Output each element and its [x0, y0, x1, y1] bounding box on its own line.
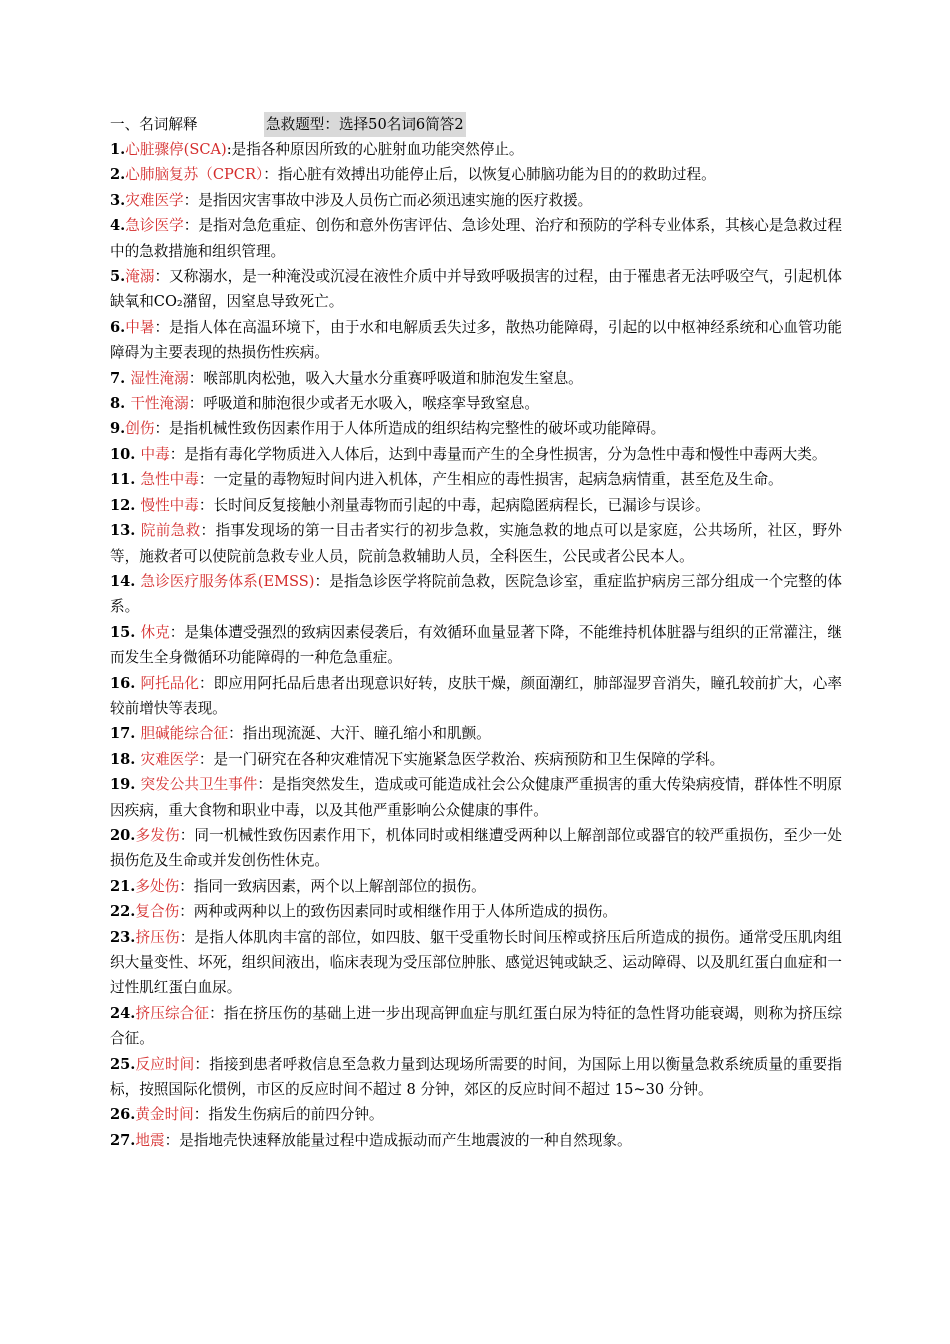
entry-term: 创伤 — [125, 420, 155, 438]
entry-definition: ：指事发现场的第一目击者实行的初步急救，实施急救的地点可以是家庭，公共场所，社区，野外等，施救者可以使院前急救专业人员，院前急救辅助人员，全科医生，公民或者公民本人。 — [110, 522, 842, 565]
glossary-entry — [110, 899, 842, 924]
glossary-entry — [110, 213, 842, 264]
entry-term: 多发伤 — [135, 826, 180, 844]
entry-number: 5. — [110, 268, 126, 286]
entry-term: 中暑 — [125, 318, 155, 336]
glossary-entry — [110, 137, 842, 162]
glossary-list — [110, 137, 842, 1153]
entry-definition: ：两种或两种以上的致伤因素同时或相继作用于人体所造成的损伤。 — [179, 903, 618, 921]
entry-term: 挤压伤 — [135, 928, 180, 946]
entry-definition: ：一定量的毒物短时间内进入机体，产生相应的毒性损害，起病急病情重，甚至危及生命。 — [198, 471, 783, 489]
entry-definition: ：指心脏有效搏出功能停止后，以恢复心肺脑功能为目的的救助过程。 — [263, 166, 716, 184]
entry-definition: ：是一门研究在各种灾难情况下实施紧急医学救治、疾病预防和卫生保障的学科。 — [198, 750, 725, 768]
exam-format-highlight: 急救题型：选择50名词6简答2 — [264, 112, 466, 137]
glossary-entry — [110, 620, 842, 671]
entry-number: 1. — [110, 141, 126, 158]
entry-definition: ：是指因灾害事故中涉及人员伤亡而必须迅速实施的医疗救援。 — [183, 191, 593, 209]
glossary-entry — [110, 264, 842, 315]
entry-term: 院前急救 — [140, 522, 201, 540]
entry-definition: ：指在挤压伤的基础上进一步出现高钾血症与肌红蛋白尿为特征的急性肾功能衰竭，则称为挤压综合征。 — [110, 1004, 842, 1048]
entry-definition: ：是指人体在高温环境下，由于水和电解质丢失过多，散热功能障碍，引起的以中枢神经系统和心血管功能障碍为主要表现的热损伤性疾病。 — [110, 318, 842, 362]
glossary-entry — [110, 1052, 842, 1103]
glossary-entry — [110, 416, 842, 441]
entry-number: 7. — [110, 369, 131, 387]
entry-number: 8. — [110, 395, 131, 413]
entry-number: 27. — [110, 1131, 136, 1149]
glossary-entry — [110, 442, 842, 467]
entry-number: 13. — [110, 522, 141, 540]
entry-number: 14. — [110, 572, 141, 590]
entry-term: 复合伤 — [135, 903, 180, 921]
glossary-entry — [110, 518, 842, 569]
glossary-entry — [110, 493, 842, 518]
entry-term: 阿托品化 — [140, 674, 199, 692]
entry-definition: ：指发生伤病后的前四分钟。 — [193, 1106, 384, 1124]
entry-term: 黄金时间 — [135, 1106, 194, 1124]
glossary-entry — [110, 925, 842, 1001]
entry-definition: ：呼吸道和肺泡很少或者无水吸入，喉痉挛导致窒息。 — [188, 395, 539, 413]
entry-term: 心脏骤停(SCA) — [125, 141, 227, 158]
entry-term: 急诊医学 — [125, 217, 184, 235]
entry-definition: ：喉部肌肉松弛，吸入大量水分重赛呼吸道和肺泡发生窒息。 — [188, 369, 583, 387]
entry-term: 地震 — [135, 1131, 165, 1149]
entry-number: 11. — [110, 471, 141, 489]
entry-definition: ：是指有毒化学物质进入人体后，达到中毒量而产生的全身性损害，分为急性中毒和慢性中毒两大类。 — [169, 445, 827, 463]
entry-term: 多处伤 — [135, 877, 180, 895]
entry-term: 淹溺 — [125, 268, 155, 286]
entry-definition: ：又称溺水，是一种淹没或沉浸在液性介质中并导致呼吸损害的过程，由于罹患者无法呼吸空气，引起机体缺氧和CO₂潴留，因窒息导致死亡。 — [110, 268, 842, 311]
entry-definition: ：是指人体肌肉丰富的部位，如四肢、躯干受重物长时间压榨或挤压后所造成的损伤。通常受压肌肉组织大量变性、坏死，组织间液出，临床表现为受压部位肿胀、感觉迟钝或缺乏、运动障碍、以及肌红蛋白血症和一过性肌红蛋白血尿。 — [110, 928, 842, 997]
entry-number: 23. — [110, 928, 136, 946]
glossary-entry — [110, 467, 842, 492]
glossary-entry — [110, 188, 842, 213]
glossary-entry — [110, 391, 842, 416]
entry-number: 15. — [110, 623, 141, 641]
entry-term: 急诊医疗服务体系(EMSS) — [140, 572, 315, 590]
entry-definition: :是指各种原因所致的心脏射血功能突然停止。 — [226, 141, 524, 158]
entry-number: 17. — [110, 725, 141, 743]
entry-number: 10. — [110, 445, 141, 463]
entry-term: 湿性淹溺 — [130, 369, 189, 387]
entry-definition: ：指同一致病因素，两个以上解剖部位的损伤。 — [179, 877, 486, 895]
entry-number: 6. — [110, 318, 126, 336]
entry-term: 挤压综合征 — [135, 1004, 210, 1022]
glossary-entry — [110, 1128, 842, 1153]
entry-definition: ：是指地壳快速释放能量过程中造成振动而产生地震波的一种自然现象。 — [164, 1131, 632, 1149]
glossary-entry — [110, 1001, 842, 1052]
entry-number: 20. — [110, 826, 136, 844]
entry-number: 4. — [110, 217, 126, 235]
entry-number: 24. — [110, 1004, 136, 1022]
entry-term: 胆碱能综合征 — [140, 725, 229, 743]
entry-number: 25. — [110, 1055, 136, 1073]
entry-definition: ：是指急诊医学将院前急救，医院急诊室，重症监护病房三部分组成一个完整的体系。 — [110, 572, 842, 616]
entry-definition: ：指出现流涎、大汗、瞳孔缩小和肌颤。 — [228, 725, 491, 743]
section-title: 一、名词解释 — [110, 115, 198, 133]
entry-number: 12. — [110, 496, 141, 514]
entry-term: 心肺脑复苏（CPCR） — [125, 166, 264, 184]
glossary-entry — [110, 1102, 842, 1127]
glossary-entry — [110, 721, 842, 746]
glossary-entry — [110, 823, 842, 874]
entry-number: 18. — [110, 750, 141, 768]
entry-term: 休克 — [140, 623, 170, 641]
entry-term: 灾难医学 — [140, 750, 199, 768]
glossary-entry — [110, 315, 842, 366]
entry-number: 9. — [110, 420, 126, 438]
entry-definition: ：长时间反复接触小剂量毒物而引起的中毒，起病隐匿病程长，已漏诊与误诊。 — [198, 496, 710, 514]
entry-number: 26. — [110, 1106, 136, 1124]
entry-term: 灾难医学 — [125, 191, 184, 209]
entry-definition: ：是指对急危重症、创伤和意外伤害评估、急诊处理、治疗和预防的学科专业体系，其核心是急救过程中的急救措施和组织管理。 — [110, 217, 842, 260]
document-page — [110, 112, 842, 1153]
entry-number: 22. — [110, 903, 136, 921]
entry-term: 反应时间 — [135, 1055, 195, 1073]
entry-definition: ：指接到患者呼救信息至急救力量到达现场所需要的时间，为国际上用以衡量急救系统质量的重要指标，按照国际化惯例，市区的反应时间不超过 8 分钟，郊区的反应时间不超过 15~30 分钟。 — [110, 1055, 842, 1099]
glossary-entry — [110, 874, 842, 899]
entry-definition: ：是集体遭受强烈的致病因素侵袭后，有效循环血量显著下降，不能维持机体脏器与组织的正常灌注，继而发生全身微循环功能障碍的一种危急重症。 — [110, 623, 842, 667]
entry-number: 21. — [110, 877, 136, 895]
glossary-entry — [110, 366, 842, 391]
entry-definition: ：是指机械性致伤因素作用于人体所造成的组织结构完整性的破坏或功能障碍。 — [154, 420, 666, 438]
entry-term: 突发公共卫生事件 — [140, 776, 258, 794]
entry-number: 16. — [110, 674, 141, 692]
entry-definition: ：即应用阿托品后患者出现意识好转，皮肤干燥，颜面潮红，肺部湿罗音消失，瞳孔较前扩大，心率较前增快等表现。 — [110, 674, 842, 717]
glossary-entry — [110, 772, 842, 823]
entry-term: 中毒 — [140, 445, 170, 463]
entry-definition: ：是指突然发生，造成或可能造成社会公众健康严重损害的重大传染病疫情，群体性不明原因疾病，重大食物和职业中毒，以及其他严重影响公众健康的事件。 — [110, 776, 842, 819]
entry-term: 急性中毒 — [140, 471, 199, 489]
glossary-entry — [110, 569, 842, 620]
entry-number: 3. — [110, 191, 126, 209]
entry-term: 干性淹溺 — [130, 395, 189, 413]
entry-number: 2. — [110, 166, 126, 184]
glossary-entry — [110, 747, 842, 772]
section-header — [110, 112, 842, 137]
entry-number: 19. — [110, 776, 141, 794]
entry-definition: ：同一机械性致伤因素作用下，机体同时或相继遭受两种以上解剖部位或器官的较严重损伤，至少一处损伤危及生命或并发创伤性休克。 — [110, 826, 842, 870]
entry-term: 慢性中毒 — [140, 496, 199, 514]
glossary-entry — [110, 671, 842, 722]
glossary-entry — [110, 162, 842, 187]
